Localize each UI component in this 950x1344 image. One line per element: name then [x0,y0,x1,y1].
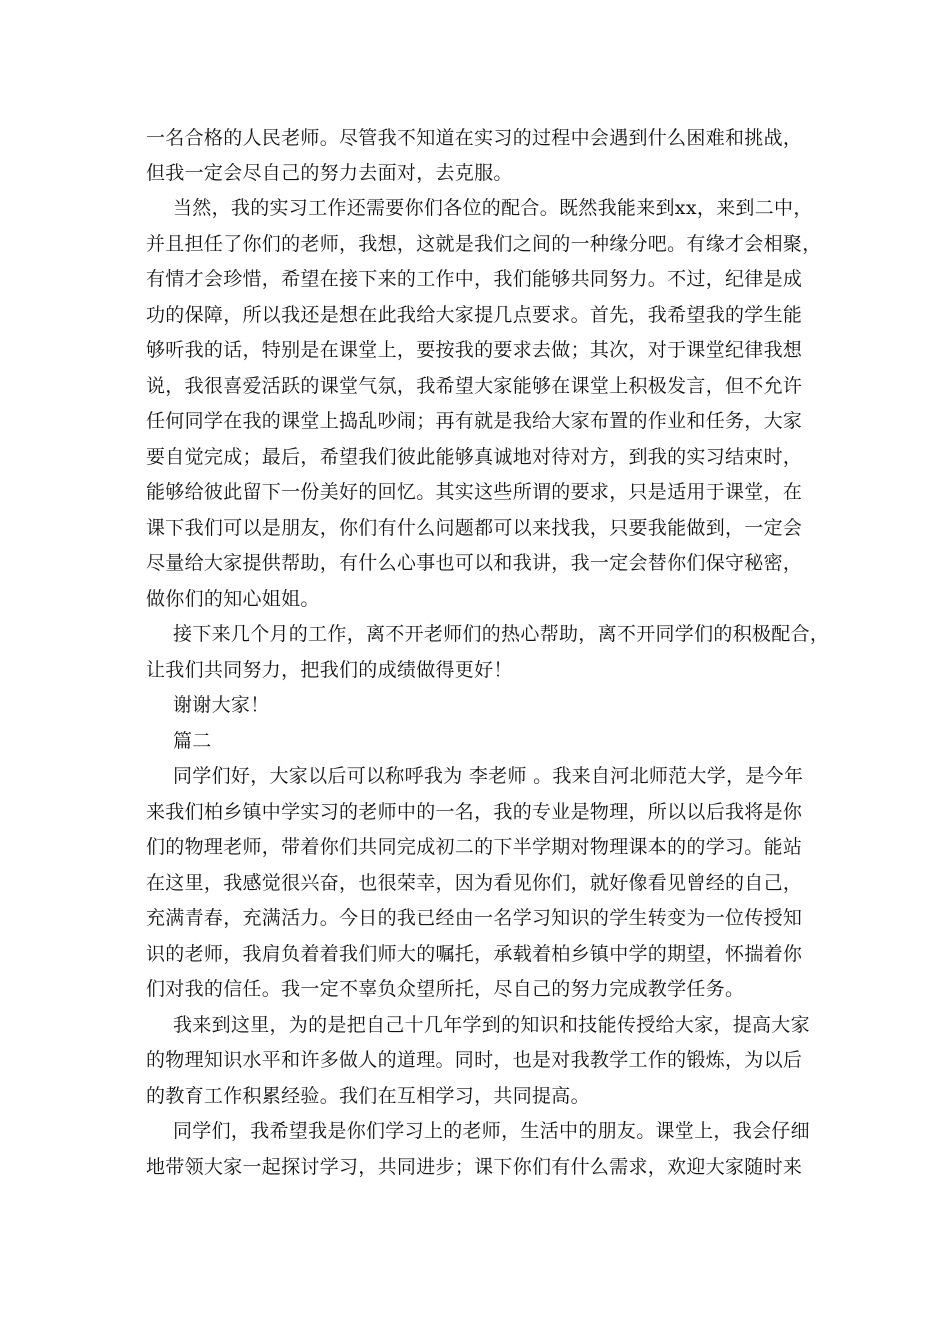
text-line: 课下我们可以是朋友，你们有什么问题都可以来找我，只要我能做到，一定会 [146,517,803,539]
text-line: 功的保障，所以我还是想在此我给大家提几点要求。首先，我希望我的学生能 [146,304,803,326]
text-line: 尽量给大家提供帮助，有什么心事也可以和我讲，我一定会替你们保守秘密， [146,552,803,574]
text-line: 做你们的知心姐姐。 [146,588,320,610]
paragraph-start-line: 同学们好，大家以后可以称呼我为 李老师 。我来自河北师范大学，是今年 [173,765,804,787]
paragraph-start-line: 接下来几个月的工作，离不开老师们的热心帮助，离不开同学们的积极配合， [173,623,830,645]
text-line: 们对我的信任。我一定不辜负众望所托，尽自己的努力完成教学任务。 [146,978,745,1000]
text-line: 说，我很喜爱活跃的课堂气氛，我希望大家能够在课堂上积极发言，但不允许 [146,375,803,397]
text-line: 任何同学在我的课堂上捣乱吵闹；再有就是我给大家布置的作业和任务，大家 [146,410,803,432]
text-line: 的物理知识水平和许多做人的道理。同时，也是对我教学工作的锻炼，为以后 [146,1049,803,1071]
text-line: 们的物理老师，带着你们共同完成初二的下半学期对物理课本的的学习。能站 [146,836,803,858]
text-line: 让我们共同努力，把我们的成绩做得更好！ [146,659,513,681]
text-line: 有情才会珍惜，希望在接下来的工作中，我们能够共同努力。不过，纪律是成 [146,268,803,290]
paragraph-start-line: 同学们，我希望我是你们学习上的老师，生活中的朋友。课堂上，我会仔细 [173,1120,810,1142]
text-line: 识的老师，我肩负着着我们师大的嘱托，承载着柏乡镇中学的期望，怀揣着你 [146,943,803,965]
text-line: 一名合格的人民老师。尽管我不知道在实习的过程中会遇到什么困难和挑战， [146,127,803,149]
paragraph-start-line: 我来到这里，为的是把自己十几年学到的知识和技能传授给大家，提高大家 [173,1014,810,1036]
section-heading: 篇二 [173,730,212,752]
text-line: 够听我的话，特别是在课堂上，要按我的要求去做；其次，对于课堂纪律我想 [146,339,803,361]
text-line: 在这里，我感觉很兴奋，也很荣幸，因为看见你们，就好像看见曾经的自己， [146,872,803,894]
text-line: 能够给彼此留下一份美好的回忆。其实这些所谓的要求，只是适用于课堂，在 [146,481,803,503]
text-line: 地带领大家一起探讨学习，共同进步；课下你们有什么需求，欢迎大家随时来 [146,1156,803,1178]
text-line: 要自觉完成；最后，希望我们彼此能够真诚地对待对方，到我的实习结束时， [146,446,803,468]
closing-line: 谢谢大家！ [173,694,270,716]
text-line: 来我们柏乡镇中学实习的老师中的一名，我的专业是物理，所以以后我将是你 [146,801,803,823]
text-line: 的教育工作积累经验。我们在互相学习，共同提高。 [146,1085,590,1107]
paragraph-start-line: 当然，我的实习工作还需要你们各位的配合。既然我能来到xx，来到二中， [173,197,813,219]
text-line: 但我一定会尽自己的努力去面对，去克服。 [146,162,513,184]
text-line: 充满青春，充满活力。今日的我已经由一名学习知识的学生转变为一位传授知 [146,907,803,929]
text-line: 并且担任了你们的老师，我想，这就是我们之间的一种缘分吧。有缘才会相聚， [146,233,822,255]
